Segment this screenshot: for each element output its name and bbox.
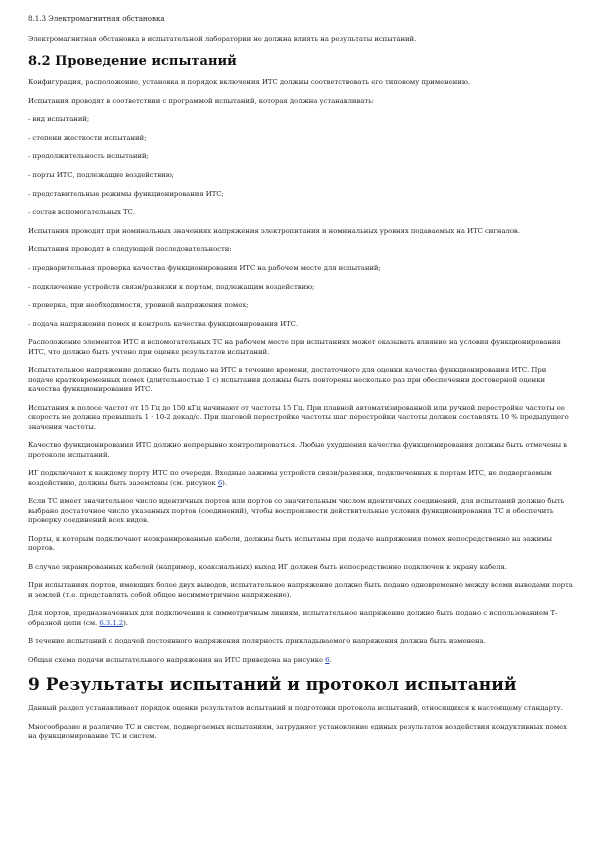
paragraph-monitoring: Качество функционирования ИТС должно непрерывно контролироваться. Любые ухудшения качества функционирования должны быть отмечены в протоколе испытаний. [28, 441, 567, 459]
list-item: - предварительная проверка качества функционирования ИТС на рабочем месте для испытаний; [28, 263, 381, 272]
paragraph-polarity: В течение испытаний с подачей постоянного напряжения полярность прикладываемого напряжения должна быть изменена. [28, 637, 486, 646]
list-item: - вид испытаний; [28, 115, 90, 124]
paragraph-generator-connection [28, 469, 573, 488]
figure-6-link[interactable]: 6 [325, 655, 330, 664]
list-item: - проверка, при необходимости, уровней напряжения помех; [28, 301, 249, 310]
paragraph-program-intro: Испытания проводят в соответствии с программой испытаний, которая должна устанавливать: [28, 96, 375, 105]
paragraph-arrangement: Расположение элементов ИТС и вспомогательных ТС на рабочем месте при испытаниях может оказывать влияние на условия функционирования ИТС, что должно быть учтено при оценке результатов испытаний. [28, 338, 561, 356]
list-item: - представительные режимы функционирования ИТС; [28, 189, 224, 198]
paragraph-text: ИГ подключают к каждому порту ИТС по очереди. Входные зажимы устройств связи/развязки, подключенных к портам ИТС, не подвергаемым воздействию, должны быть заземлены (см. рисунок [28, 469, 552, 487]
list-item: - продолжительность испытаний; [28, 152, 149, 161]
list-item: - подача напряжения помех и контроль качества функционирования ИТС. [28, 319, 299, 328]
subsection-heading-8-1-3: 8.1.3 Электромагнитная обстановка [28, 14, 165, 23]
paragraph-text: Общая схема подачи испытательного напряжения на ИТС приведена на рисунке [28, 655, 326, 664]
paragraph-general-scheme [28, 656, 573, 665]
paragraph-sequence-intro: Испытания проводят в следующей последовательности: [28, 245, 232, 254]
paragraph-section-scope: Данный раздел устанавливает порядок оценки результатов испытаний и подготовки протокола испытаний, относящихся к настоящему стандарту. [28, 704, 563, 713]
paragraph-nominal-values: Испытания проводят при номинальных значениях напряжения электропитания и номинальных уровнях подаваемых на ИТС сигналов. [28, 226, 520, 235]
paragraph-text: Для портов, предназначенных для подключения к симметричным линиям, испытательное напряжение должно быть подано с использованием Т-образной цепи (см. [28, 609, 558, 627]
paragraph-identical-ports: Если ТС имеет значительное число идентичных портов или портов со значительным числом идентичных соединений, для испытаний должно быть выбрано достаточное число указанных портов (соединений), чтобы воспроизвести действительные условия функционирования ТС и обеспечить проверку соединений всех видов. [28, 497, 565, 524]
list-item: - подключение устройств связи/развязки к портам, подлежащим воздействию; [28, 282, 315, 291]
paragraph-unshielded-cables: Порты, к которым подключают неэкранированные кабели, должны быть испытаны при подаче напряжения помех непосредственно на зажимы портов. [28, 534, 552, 552]
paragraph-frequency-sweep: Испытания в полосе частот от 15 Гц до 150 кГц начинают от частоты 15 Гц. При плавной автоматизированной или ручной перестройке частоты ее скорость не должна превышать 1 · 10-2 декад/с. При шаговой перестройке частоты шаг перестройки частоты должен составлять 10 % предыдущего значения частоты. [28, 403, 569, 431]
paragraph-text: . [329, 655, 332, 664]
figure-6-link[interactable]: 6 [217, 478, 223, 487]
paragraph-text: ). [222, 478, 227, 487]
list-item: - порты ИТС, подлежащие воздействию; [28, 170, 174, 179]
section-6-3-1-2-link[interactable]: 6.3.1.2 [99, 618, 124, 627]
paragraph-multi-terminal-ports: При испытаниях портов, имеющих более двух выводов, испытательное напряжение должно быть подано одновременно между всеми выводами порта и землей (т.е. представлять собой общее несимметричное напряжение). [28, 581, 573, 599]
paragraph-test-voltage: Испытательное напряжение должно быть подано на ИТС в течение времени, достаточного для оценки качества функционирования ИТС. При подаче кратковременных помех (длительностью 1 с) испытания должны быть повторены несколько раз при обеспечении достоверной оценки качества функционирования ИТС. [28, 366, 547, 394]
paragraph-shielded-cables: В случае экранированных кабелей (например, коаксиальных) выход ИГ должен быть непосредственно подключен к экрану кабеля. [28, 562, 507, 571]
paragraph-configuration: Конфигурация, расположение, установка и порядок включения ИТС должны соответствовать его типовому применению. [28, 78, 470, 86]
section-heading-8-2: 8.2 Проведение испытаний [28, 54, 237, 69]
paragraph-symmetric-lines [28, 609, 573, 628]
section-heading-9: 9 Результаты испытаний и протокол испытаний [28, 675, 517, 696]
list-item: - состав вспомогательных ТС. [28, 208, 135, 217]
paragraph-diversity: Многообразие и различие ТС и систем, подвергаемых испытаниям, затрудняет установление единых результатов воздействия кондуктивных помех на функционирование ТС и систем. [28, 722, 568, 741]
paragraph-em-environment: Электромагнитная обстановка в испытательной лаборатории не должна влиять на результаты испытаний. [28, 35, 417, 44]
paragraph-text: ). [123, 618, 128, 627]
list-item: - степени жесткости испытаний; [28, 133, 147, 142]
